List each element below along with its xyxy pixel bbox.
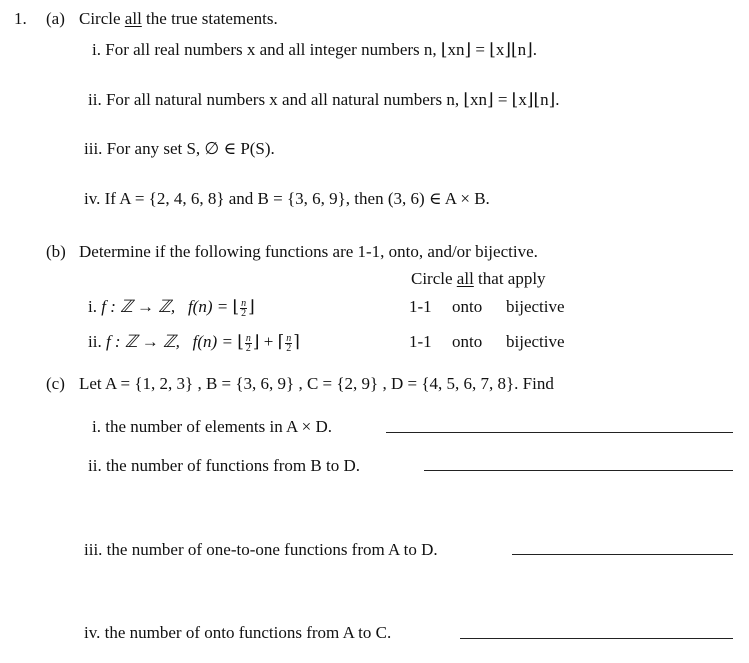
part-a-item-i: i. For all real numbers x and all integer numbers n, ⌊xn⌋ = ⌊x⌋⌊n⌋. [92,40,538,59]
part-a-item-iv: iv. If A = {2, 4, 6, 8} and B = {3, 6, 9}, then (3, 6) ∈ A × B. [84,189,490,208]
answer-blank-c-iv[interactable] [460,638,733,639]
answer-blank-c-i[interactable] [386,432,733,433]
part-c-item-ii: ii. the number of functions from B to D. [88,456,360,475]
part-c-prompt: Let A = {1, 2, 3} , B = {3, 6, 9} , C = {2, 9} , D = {4, 5, 6, 7, 8}. Find [79,374,554,393]
fraction-n-over-2-ceil: $\frac{n}{2}$ [286,332,292,354]
part-c-item-iv: iv. the number of onto functions from A to C. [84,623,392,642]
part-b-item-i: i. f : ℤ → ℤ, f(n) = ⌊ $\frac{n}{2}$ ⌋ [88,297,255,319]
part-c-label: (c) [46,374,65,393]
option-1-1-row-ii[interactable]: 1-1 [409,332,432,351]
option-onto-row-i[interactable]: onto [452,297,483,316]
fraction-n-over-2-floor: $\frac{n}{2}$ [245,332,251,354]
answer-blank-c-iii[interactable] [512,554,733,555]
circle-all-instruction: Circle all that apply [411,269,546,288]
option-onto-row-ii[interactable]: onto [452,332,483,351]
part-a-prompt: Circle all the true statements. [79,9,278,28]
answer-blank-c-ii[interactable] [424,470,733,471]
fraction-n-over-2: $\frac{n}{2}$ [241,297,247,319]
part-a-item-ii: ii. For all natural numbers x and all natural numbers n, ⌊xn⌋ = ⌊x⌋⌊n⌋. [88,90,560,109]
part-b-prompt: Determine if the following functions are 1-1, onto, and/or bijective. [79,242,538,261]
problem-number: 1. [14,9,27,28]
option-bijective-row-i[interactable]: bijective [506,297,565,316]
part-b-item-ii: ii. f : ℤ → ℤ, f(n) = ⌊ $\frac{n}{2}$ ⌋ + ⌈ $\frac{n}{2}$ ⌉ [88,332,300,354]
option-bijective-row-ii[interactable]: bijective [506,332,565,351]
part-b-label: (b) [46,242,66,261]
part-c-item-i: i. the number of elements in A × D. [92,417,333,436]
part-c-item-iii: iii. the number of one-to-one functions from A to D. [84,540,438,559]
part-a-label: (a) [46,9,65,28]
part-a-item-iii: iii. For any set S, ∅ ∈ P(S). [84,139,275,158]
option-1-1-row-i[interactable]: 1-1 [409,297,432,316]
